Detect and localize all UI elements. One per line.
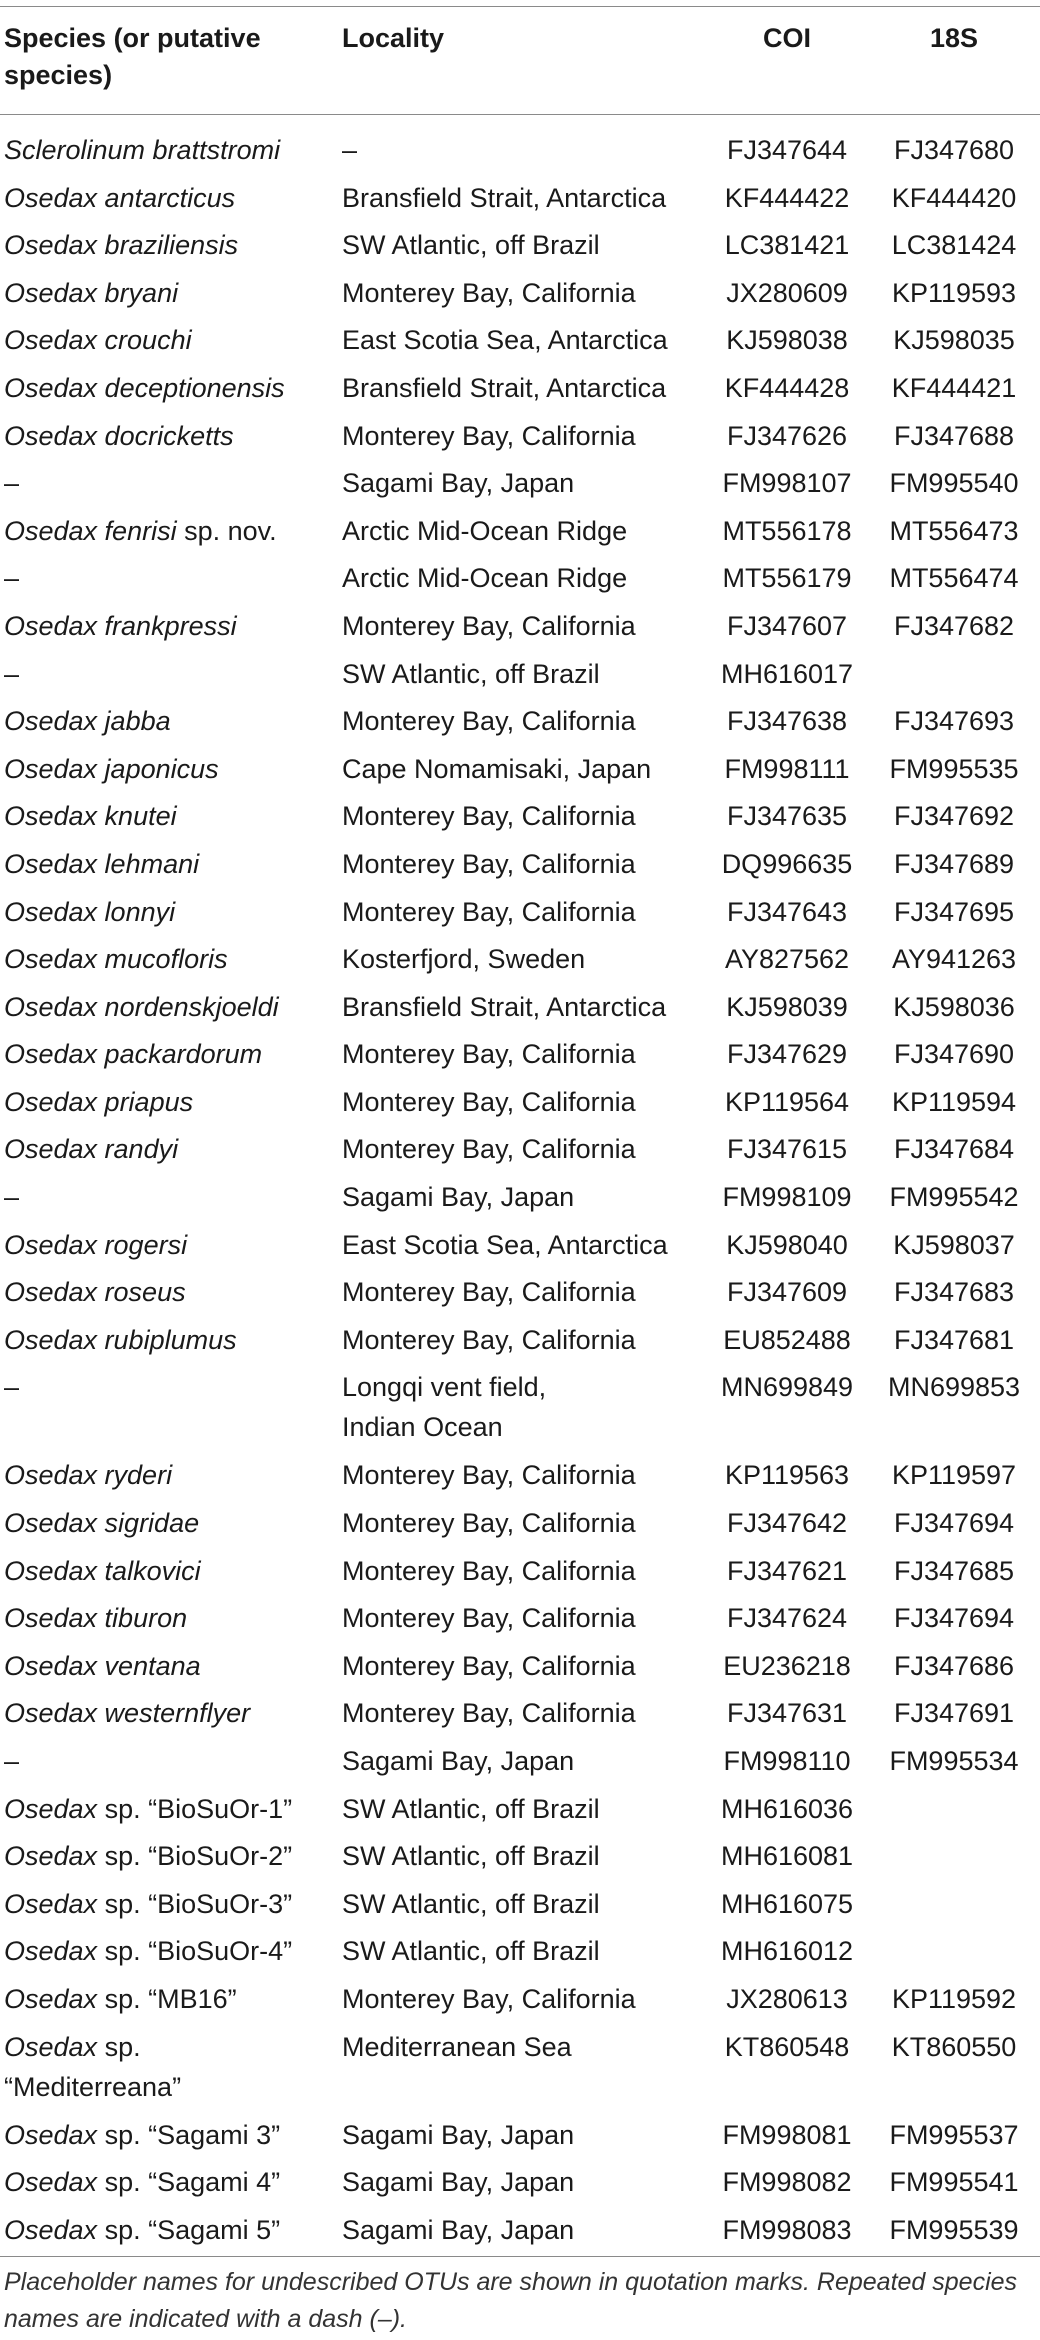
s18-accession-cell: FM995537 bbox=[889, 2119, 1019, 2150]
locality-cell: – bbox=[342, 135, 358, 165]
coi-accession-cell: KF444428 bbox=[724, 372, 850, 403]
species-cell bbox=[4, 939, 334, 979]
locality-cell: Monterey Bay, California bbox=[342, 1603, 636, 1634]
locality-cell: Bransfield Strait, Antarctica bbox=[342, 182, 667, 213]
species-name: Osedax deceptionensis bbox=[4, 372, 285, 403]
species-name: Osedax tiburon bbox=[4, 1603, 188, 1634]
species-name: Osedax nordenskjoeldi bbox=[4, 991, 279, 1022]
coi-accession-cell: MH616017 bbox=[720, 658, 854, 689]
s18-accession-cell: MT556473 bbox=[889, 515, 1019, 546]
header-species: Species (or putative species) bbox=[4, 23, 261, 90]
s18-accession-cell: FJ347689 bbox=[893, 848, 1015, 879]
s18-accession-cell: KP119597 bbox=[891, 1460, 1017, 1491]
species-qualifier: – bbox=[4, 563, 20, 594]
table-row bbox=[0, 1979, 1040, 2027]
species-cell bbox=[4, 2027, 214, 2107]
table-row bbox=[0, 796, 1040, 844]
coi-accession-cell: MN699849 bbox=[720, 1372, 854, 1403]
species-name: Osedax knutei bbox=[4, 801, 177, 832]
coi-accession-cell: FM998109 bbox=[722, 1182, 852, 1213]
table-row bbox=[0, 939, 1040, 987]
s18-accession-cell: FJ347685 bbox=[893, 1555, 1015, 1586]
table-bottom-rule bbox=[0, 2256, 1040, 2257]
s18-accession-cell: FM995540 bbox=[889, 468, 1019, 499]
s18-accession-cell: FJ347684 bbox=[893, 1134, 1015, 1165]
locality-cell: Monterey Bay, California bbox=[342, 1039, 636, 1070]
species-name: Osedax bryani bbox=[4, 277, 179, 308]
s18-accession-cell: KP119593 bbox=[891, 277, 1017, 308]
table-row bbox=[0, 1836, 1040, 1884]
table-row bbox=[0, 1931, 1040, 1979]
locality-cell: SW Atlantic, off Brazil bbox=[342, 230, 600, 261]
species-cell bbox=[4, 606, 334, 646]
table-row bbox=[0, 1741, 1040, 1789]
locality-cell: Sagami Bay, Japan bbox=[342, 1746, 575, 1776]
locality-cell: Sagami Bay, Japan bbox=[342, 2119, 575, 2150]
table-row bbox=[0, 1551, 1040, 1599]
table-row bbox=[0, 558, 1040, 606]
s18-accession-cell: FJ347694 bbox=[893, 1508, 1015, 1539]
s18-accession-cell: FM995534 bbox=[889, 1746, 1019, 1776]
s18-accession-cell: FJ347693 bbox=[893, 706, 1015, 737]
species-cell bbox=[4, 1884, 334, 1924]
coi-accession-cell: MT556179 bbox=[722, 563, 852, 594]
coi-accession-cell: KP119564 bbox=[724, 1086, 850, 1117]
table-row bbox=[0, 1789, 1040, 1837]
locality-cell: Monterey Bay, California bbox=[342, 706, 636, 737]
table-row bbox=[0, 2115, 1040, 2163]
species-name: Osedax randyi bbox=[4, 1134, 179, 1165]
species-name: Osedax fenrisi bbox=[4, 515, 177, 546]
table-row bbox=[0, 1272, 1040, 1320]
coi-accession-cell: EU852488 bbox=[723, 1324, 851, 1355]
coi-accession-cell: AY827562 bbox=[724, 944, 850, 975]
coi-accession-cell: EU236218 bbox=[723, 1650, 851, 1681]
species-name: Osedax bbox=[4, 2119, 98, 2150]
species-qualifier: sp. “MB16” bbox=[97, 1983, 237, 2014]
species-cell bbox=[4, 1320, 334, 1360]
species-cell bbox=[4, 987, 334, 1027]
table-row bbox=[0, 654, 1040, 702]
species-name: Osedax antarcticus bbox=[4, 182, 236, 213]
table-footnote: Placeholder names for undescribed OTUs are shown in quotation marks. Repeated species names are indicated with a dash (–). bbox=[4, 2268, 1018, 2333]
species-name: Osedax jabba bbox=[4, 706, 171, 737]
species-name: Osedax bbox=[4, 1936, 98, 1967]
coi-accession-cell: FM998110 bbox=[723, 1746, 851, 1776]
table-row bbox=[0, 1225, 1040, 1273]
species-qualifier: – bbox=[4, 468, 20, 499]
species-qualifier: sp. “BioSuOr-2” bbox=[97, 1841, 293, 1872]
table-row bbox=[0, 701, 1040, 749]
locality-cell: Arctic Mid-Ocean Ridge bbox=[342, 563, 628, 594]
table-row bbox=[0, 1598, 1040, 1646]
species-name: Osedax braziliensis bbox=[4, 230, 239, 261]
coi-accession-cell: MH616012 bbox=[720, 1936, 854, 1967]
table-row bbox=[0, 2027, 1040, 2115]
coi-accession-cell: FJ347607 bbox=[726, 610, 848, 641]
table-row bbox=[0, 844, 1040, 892]
species-name: Osedax japonicus bbox=[4, 753, 219, 784]
locality-cell: Cape Nomamisaki, Japan bbox=[342, 753, 652, 784]
s18-accession-cell: FM995535 bbox=[889, 753, 1019, 784]
species-name: Osedax lonnyi bbox=[4, 896, 176, 927]
table-row bbox=[0, 1177, 1040, 1225]
table-row bbox=[0, 1082, 1040, 1130]
coi-accession-cell: FJ347615 bbox=[726, 1134, 848, 1165]
coi-accession-cell: LC381421 bbox=[724, 230, 850, 261]
locality-cell: Monterey Bay, California bbox=[342, 1983, 636, 2014]
s18-accession-cell: FJ347688 bbox=[893, 420, 1015, 451]
locality-cell: Bransfield Strait, Antarctica bbox=[342, 991, 667, 1022]
s18-accession-cell: FM995539 bbox=[889, 2214, 1019, 2245]
s18-accession-cell: KJ598037 bbox=[893, 1229, 1015, 1260]
locality-cell: SW Atlantic, off Brazil bbox=[342, 1888, 600, 1919]
locality-cell: Monterey Bay, California bbox=[342, 1650, 636, 1681]
locality-cell: East Scotia Sea, Antarctica bbox=[342, 1229, 668, 1260]
species-cell bbox=[4, 1931, 334, 1971]
table-row bbox=[0, 1034, 1040, 1082]
table-row bbox=[0, 130, 1040, 178]
s18-accession-cell: KT860550 bbox=[891, 2031, 1017, 2062]
species-name: Osedax bbox=[4, 2031, 98, 2062]
locality-cell: SW Atlantic, off Brazil bbox=[342, 1936, 600, 1967]
s18-accession-cell: KP119592 bbox=[891, 1983, 1017, 2014]
species-cell bbox=[4, 1129, 334, 1169]
table-row bbox=[0, 606, 1040, 654]
coi-accession-cell: KF444422 bbox=[724, 182, 850, 213]
species-cell bbox=[4, 320, 334, 360]
species-qualifier: – bbox=[4, 1746, 20, 1776]
species-name: Osedax packardorum bbox=[4, 1039, 263, 1070]
s18-accession-cell: FJ347683 bbox=[893, 1277, 1015, 1308]
species-qualifier: sp. “BioSuOr-3” bbox=[97, 1888, 293, 1919]
species-cell bbox=[4, 796, 334, 836]
locality-cell: Monterey Bay, California bbox=[342, 1324, 636, 1355]
s18-accession-cell: FJ347695 bbox=[893, 896, 1015, 927]
species-cell bbox=[4, 416, 334, 456]
species-name: Osedax crouchi bbox=[4, 325, 192, 356]
coi-accession-cell: MH616036 bbox=[720, 1793, 854, 1824]
coi-accession-cell: FJ347609 bbox=[726, 1277, 848, 1308]
species-cell bbox=[4, 1789, 334, 1829]
coi-accession-cell: KP119563 bbox=[724, 1460, 850, 1491]
species-qualifier: sp. “Sagami 3” bbox=[97, 2119, 281, 2150]
coi-accession-cell: DQ996635 bbox=[721, 848, 853, 879]
species-cell bbox=[4, 1225, 334, 1265]
coi-accession-cell: FJ347631 bbox=[726, 1698, 848, 1729]
species-name: Osedax rogersi bbox=[4, 1229, 188, 1260]
species-cell bbox=[4, 511, 334, 551]
table-row bbox=[0, 1320, 1040, 1368]
species-cell bbox=[4, 892, 334, 932]
species-name: Osedax westernflyer bbox=[4, 1698, 251, 1729]
locality-cell: Arctic Mid-Ocean Ridge bbox=[342, 515, 628, 546]
species-qualifier: sp. “Sagami 5” bbox=[97, 2214, 281, 2245]
species-cell bbox=[4, 463, 334, 503]
species-cell bbox=[4, 178, 334, 218]
species-cell bbox=[4, 2210, 334, 2250]
table-row bbox=[0, 225, 1040, 273]
locality-cell: Longqi vent field, Indian Ocean bbox=[342, 1372, 547, 1443]
coi-accession-cell: FJ347642 bbox=[726, 1508, 848, 1539]
table-row bbox=[0, 1884, 1040, 1932]
species-cell bbox=[4, 273, 334, 313]
species-cell bbox=[4, 1693, 334, 1733]
species-qualifier: sp. “Sagami 4” bbox=[97, 2167, 281, 2198]
locality-cell: Monterey Bay, California bbox=[342, 896, 636, 927]
species-cell bbox=[4, 1177, 334, 1217]
species-name: Osedax lehmani bbox=[4, 848, 200, 879]
species-cell bbox=[4, 1646, 334, 1686]
locality-cell: SW Atlantic, off Brazil bbox=[342, 1841, 600, 1872]
species-qualifier: – bbox=[4, 1372, 20, 1403]
table-row bbox=[0, 511, 1040, 559]
coi-accession-cell: KJ598040 bbox=[726, 1229, 848, 1260]
table-row bbox=[0, 2162, 1040, 2210]
species-name: Osedax bbox=[4, 1983, 98, 2014]
s18-accession-cell: LC381424 bbox=[891, 230, 1017, 261]
species-cell bbox=[4, 1034, 334, 1074]
s18-accession-cell: FJ347690 bbox=[893, 1039, 1015, 1070]
species-cell bbox=[4, 368, 334, 408]
locality-cell: Monterey Bay, California bbox=[342, 1134, 636, 1165]
table-row bbox=[0, 416, 1040, 464]
species-cell bbox=[4, 1551, 334, 1591]
table-row bbox=[0, 1367, 1040, 1455]
species-name: Osedax bbox=[4, 1841, 98, 1872]
table-row bbox=[0, 1455, 1040, 1503]
locality-cell: Sagami Bay, Japan bbox=[342, 1182, 575, 1213]
locality-cell: Monterey Bay, California bbox=[342, 1086, 636, 1117]
species-qualifier: – bbox=[4, 1182, 20, 1213]
coi-accession-cell: JX280609 bbox=[726, 277, 848, 308]
species-name: Osedax ventana bbox=[4, 1650, 201, 1681]
species-cell bbox=[4, 2162, 334, 2202]
s18-accession-cell: FJ347686 bbox=[893, 1650, 1015, 1681]
s18-accession-cell: FJ347681 bbox=[893, 1324, 1015, 1355]
locality-cell: Monterey Bay, California bbox=[342, 1698, 636, 1729]
species-cell bbox=[4, 1836, 334, 1876]
species-cell bbox=[4, 701, 334, 741]
coi-accession-cell: FM998082 bbox=[722, 2167, 852, 2198]
table-row bbox=[0, 1503, 1040, 1551]
species-name: Osedax mucofloris bbox=[4, 944, 228, 975]
species-qualifier: sp. nov. bbox=[176, 515, 277, 546]
species-cell bbox=[4, 1503, 334, 1543]
table-row bbox=[0, 892, 1040, 940]
s18-accession-cell: FM995542 bbox=[889, 1182, 1019, 1213]
locality-cell: Sagami Bay, Japan bbox=[342, 468, 575, 499]
coi-accession-cell: MH616081 bbox=[720, 1841, 854, 1872]
species-qualifier: sp. “BioSuOr-4” bbox=[97, 1936, 293, 1967]
s18-accession-cell: FM995541 bbox=[889, 2167, 1019, 2198]
coi-accession-cell: FJ347644 bbox=[726, 135, 848, 165]
table-row bbox=[0, 178, 1040, 226]
species-name: Osedax frankpressi bbox=[4, 610, 237, 641]
s18-accession-cell: MT556474 bbox=[889, 563, 1019, 594]
locality-cell: SW Atlantic, off Brazil bbox=[342, 658, 600, 689]
coi-accession-cell: FJ347638 bbox=[726, 706, 848, 737]
table-top-rule bbox=[0, 6, 1040, 7]
header-18s: 18S bbox=[929, 23, 979, 53]
coi-accession-cell: KJ598039 bbox=[726, 991, 848, 1022]
s18-accession-cell: FJ347691 bbox=[893, 1698, 1015, 1729]
coi-accession-cell: FM998083 bbox=[722, 2214, 852, 2245]
coi-accession-cell: FJ347635 bbox=[726, 801, 848, 832]
species-name: Osedax sigridae bbox=[4, 1508, 200, 1539]
header-locality: Locality bbox=[342, 23, 445, 53]
table-row bbox=[0, 749, 1040, 797]
species-qualifier: sp. “Mediterreana” bbox=[4, 2031, 182, 2102]
species-name: Osedax roseus bbox=[4, 1277, 186, 1308]
table-row bbox=[0, 987, 1040, 1035]
coi-accession-cell: FM998081 bbox=[722, 2119, 852, 2150]
locality-cell: Sagami Bay, Japan bbox=[342, 2167, 575, 2198]
species-cell bbox=[4, 844, 334, 884]
species-name: Osedax rubiplumus bbox=[4, 1324, 237, 1355]
table-row bbox=[0, 320, 1040, 368]
table-row bbox=[0, 1129, 1040, 1177]
species-qualifier: sp. “BioSuOr-1” bbox=[97, 1793, 293, 1824]
species-name: Osedax bbox=[4, 1793, 98, 1824]
species-cell bbox=[4, 1455, 334, 1495]
coi-accession-cell: JX280613 bbox=[726, 1983, 848, 2014]
species-qualifier: – bbox=[4, 658, 20, 689]
s18-accession-cell: KJ598035 bbox=[893, 325, 1015, 356]
species-name: Osedax bbox=[4, 2167, 98, 2198]
locality-cell: Monterey Bay, California bbox=[342, 277, 636, 308]
s18-accession-cell: FJ347682 bbox=[893, 610, 1015, 641]
s18-accession-cell: AY941263 bbox=[891, 944, 1017, 975]
locality-cell: Monterey Bay, California bbox=[342, 1460, 636, 1491]
species-cell bbox=[4, 225, 334, 265]
coi-accession-cell: FJ347621 bbox=[726, 1555, 848, 1586]
coi-accession-cell: FJ347626 bbox=[726, 420, 848, 451]
locality-cell: Monterey Bay, California bbox=[342, 1508, 636, 1539]
species-name: Osedax docricketts bbox=[4, 420, 234, 451]
species-name: Osedax ryderi bbox=[4, 1460, 173, 1491]
table-header-rule bbox=[0, 114, 1040, 115]
coi-accession-cell: KJ598038 bbox=[726, 325, 848, 356]
species-cell bbox=[4, 749, 334, 789]
locality-cell: SW Atlantic, off Brazil bbox=[342, 1793, 600, 1824]
species-cell bbox=[4, 1367, 334, 1407]
s18-accession-cell: FJ347694 bbox=[893, 1603, 1015, 1634]
s18-accession-cell: KF444420 bbox=[891, 182, 1017, 213]
table-header bbox=[0, 20, 1040, 100]
table-body bbox=[0, 130, 1040, 2257]
s18-accession-cell: KJ598036 bbox=[893, 991, 1015, 1022]
species-cell bbox=[4, 1979, 334, 2019]
table-row bbox=[0, 368, 1040, 416]
s18-accession-cell: KF444421 bbox=[891, 372, 1017, 403]
locality-cell: Mediterranean Sea bbox=[342, 2031, 572, 2062]
coi-accession-cell: FM998107 bbox=[722, 468, 852, 499]
species-cell bbox=[4, 558, 334, 598]
species-name: Sclerolinum brattstromi bbox=[4, 135, 281, 165]
header-coi: COI bbox=[762, 23, 811, 53]
locality-cell: Monterey Bay, California bbox=[342, 1555, 636, 1586]
locality-cell: Sagami Bay, Japan bbox=[342, 2214, 575, 2245]
species-cell bbox=[4, 1598, 334, 1638]
table-row bbox=[0, 273, 1040, 321]
coi-accession-cell: FM998111 bbox=[724, 753, 850, 784]
locality-cell: Bransfield Strait, Antarctica bbox=[342, 372, 667, 403]
table-row bbox=[0, 1646, 1040, 1694]
species-name: Osedax bbox=[4, 2214, 98, 2245]
species-cell bbox=[4, 1272, 334, 1312]
locality-cell: Monterey Bay, California bbox=[342, 420, 636, 451]
locality-cell: Monterey Bay, California bbox=[342, 610, 636, 641]
coi-accession-cell: MT556178 bbox=[722, 515, 852, 546]
s18-accession-cell: KP119594 bbox=[891, 1086, 1017, 1117]
species-name: Osedax bbox=[4, 1888, 98, 1919]
s18-accession-cell: FJ347680 bbox=[893, 135, 1015, 165]
table-row bbox=[0, 1693, 1040, 1741]
coi-accession-cell: FJ347624 bbox=[726, 1603, 848, 1634]
species-cell bbox=[4, 1082, 334, 1122]
species-cell bbox=[4, 130, 334, 170]
s18-accession-cell: MN699853 bbox=[887, 1372, 1021, 1403]
locality-cell: Monterey Bay, California bbox=[342, 848, 636, 879]
table-row bbox=[0, 2210, 1040, 2258]
species-cell bbox=[4, 1741, 334, 1781]
species-name: Osedax talkovici bbox=[4, 1555, 201, 1586]
table-row bbox=[0, 463, 1040, 511]
coi-accession-cell: FJ347629 bbox=[726, 1039, 848, 1070]
locality-cell: Monterey Bay, California bbox=[342, 1277, 636, 1308]
species-cell bbox=[4, 2115, 334, 2155]
coi-accession-cell: FJ347643 bbox=[726, 896, 848, 927]
locality-cell: East Scotia Sea, Antarctica bbox=[342, 325, 668, 356]
species-name: Osedax priapus bbox=[4, 1086, 194, 1117]
s18-accession-cell: FJ347692 bbox=[893, 801, 1015, 832]
coi-accession-cell: KT860548 bbox=[724, 2031, 850, 2062]
locality-cell: Monterey Bay, California bbox=[342, 801, 636, 832]
coi-accession-cell: MH616075 bbox=[720, 1888, 854, 1919]
locality-cell: Kosterfjord, Sweden bbox=[342, 944, 586, 975]
species-cell bbox=[4, 654, 334, 694]
